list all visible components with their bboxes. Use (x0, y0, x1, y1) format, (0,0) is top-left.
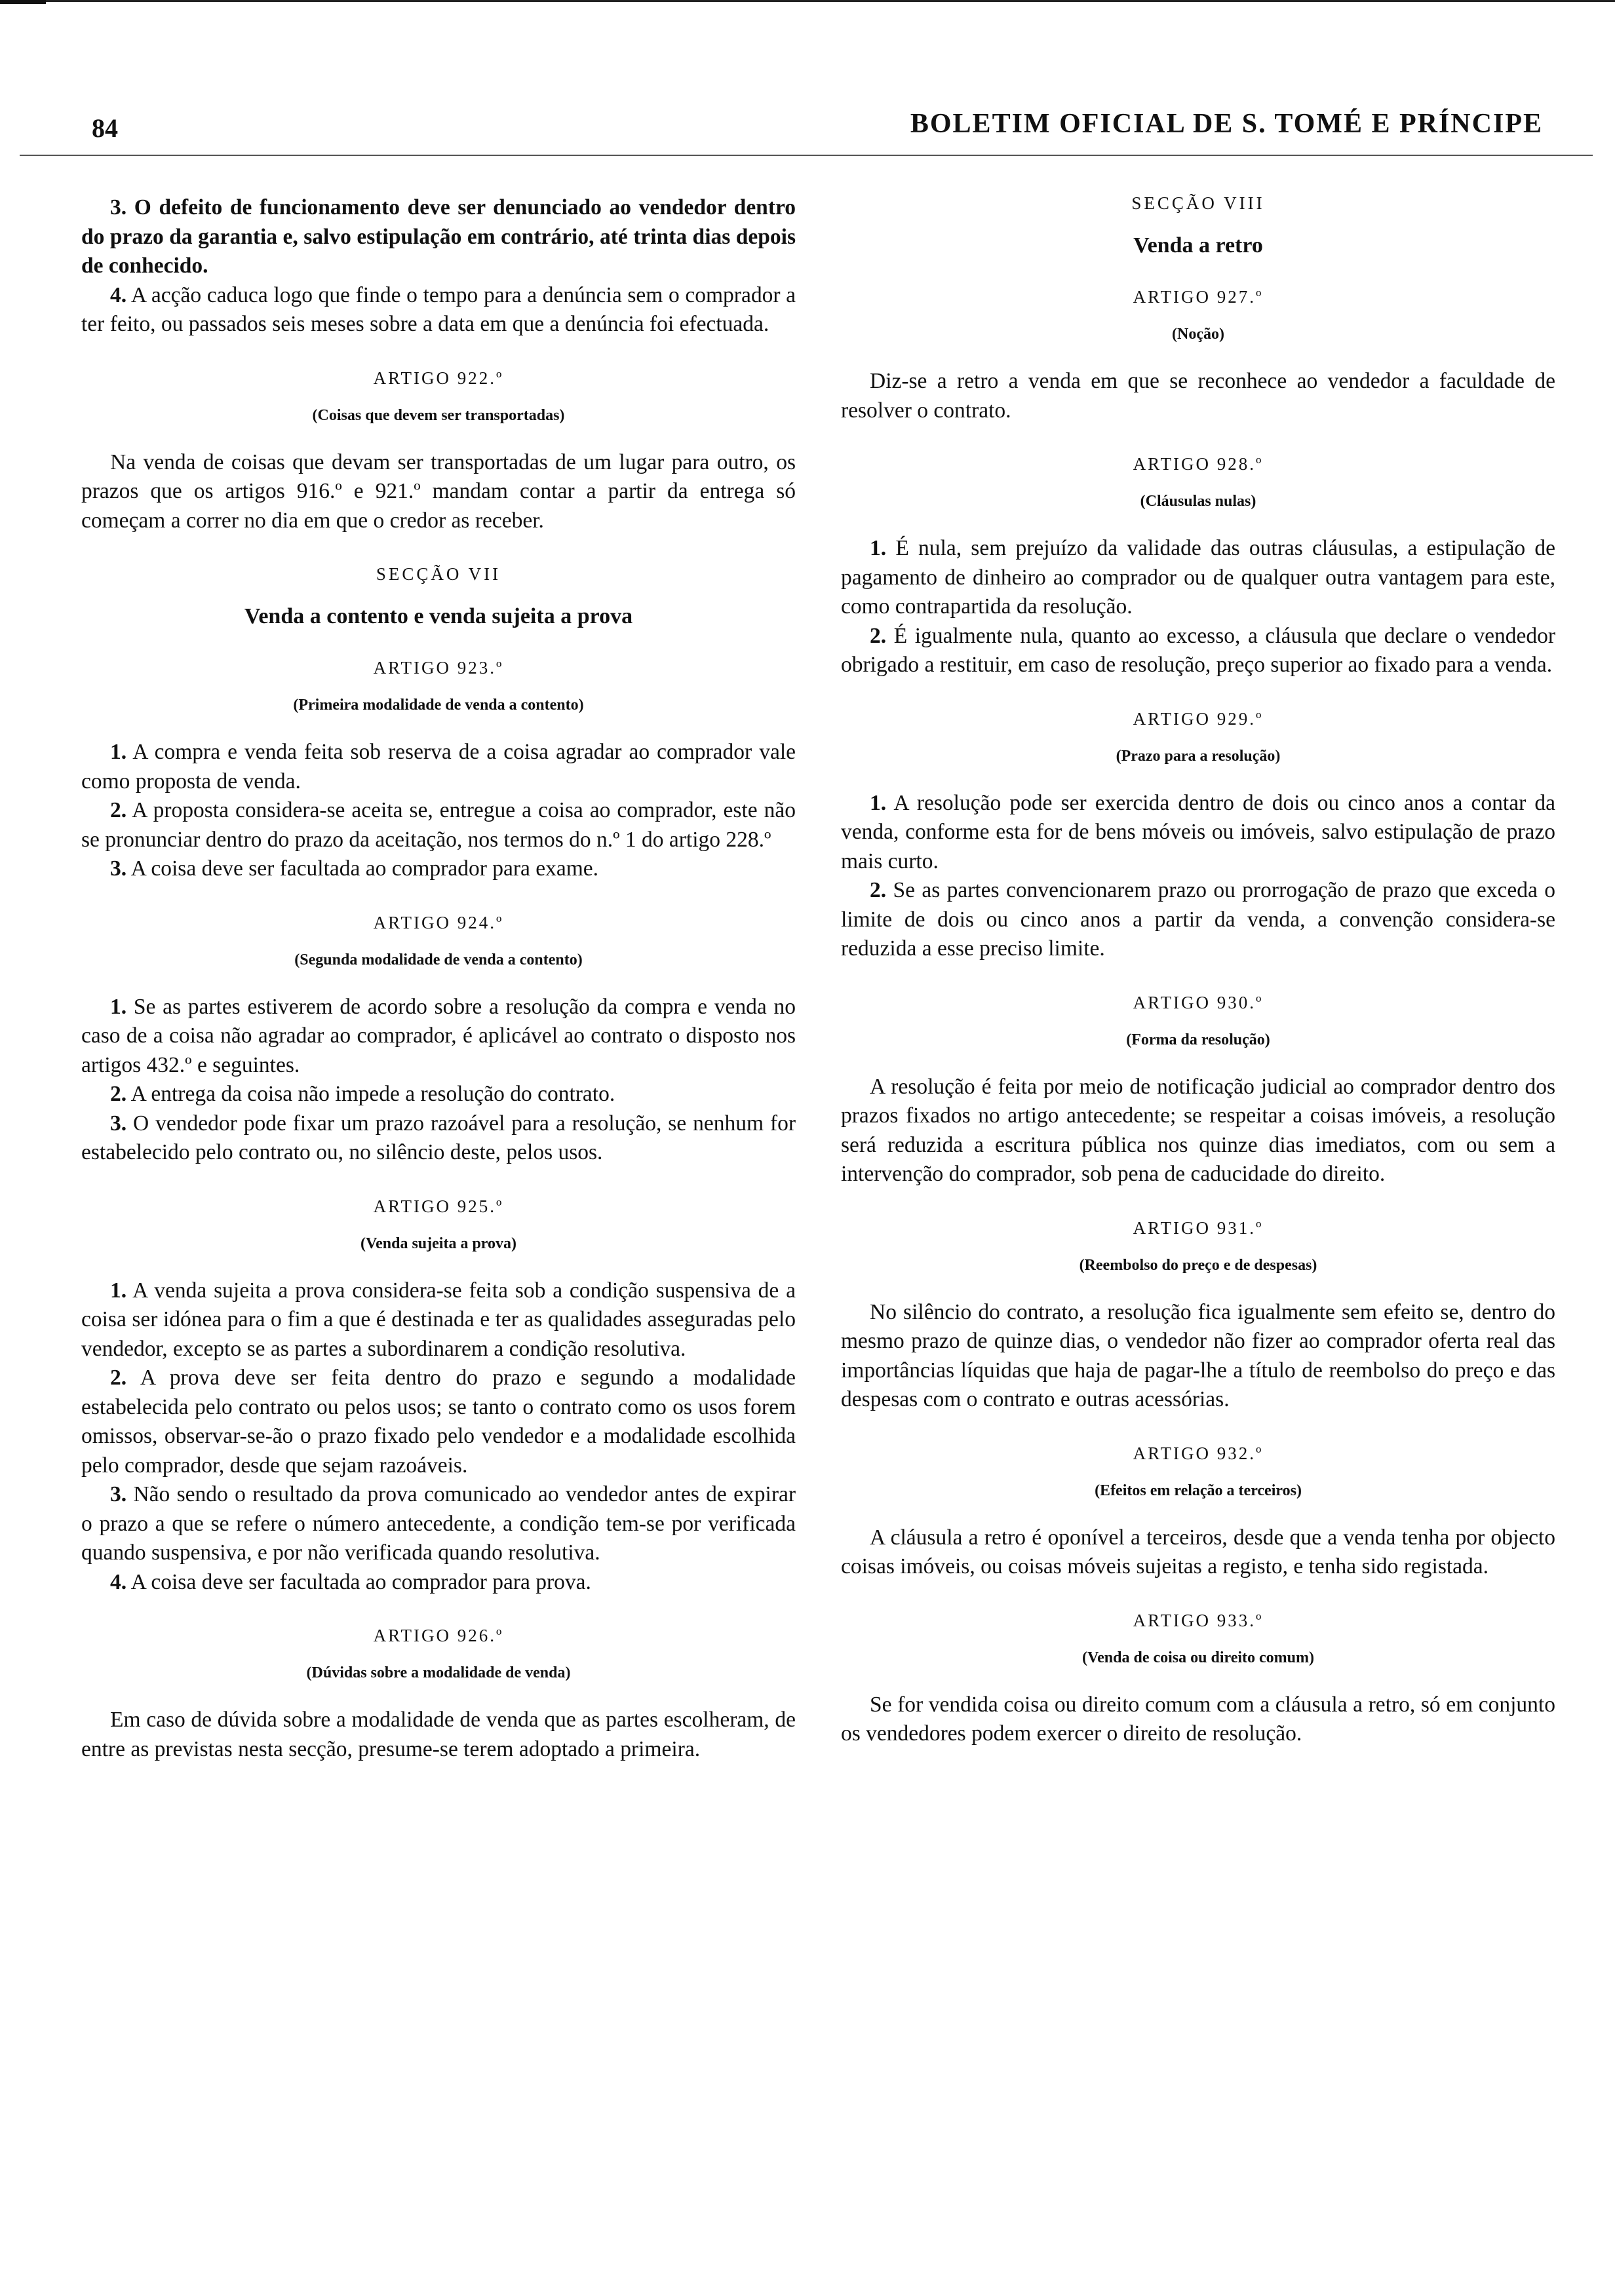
article-title: ARTIGO 924.º (373, 912, 504, 932)
paragraph: No silêncio do contrato, a resolução fica igualmente sem efeito se, dentro do mesmo prazo de quinze dias, o vendedor não fizer ao comprador oferta real das importâncias líquidas que haja de pagar-lhe a título de reembolso do preço e das despesas com o contrato e outras acessórias. (841, 1299, 1555, 1411)
paragraph: 3. O vendedor pode fixar um prazo razoável para a resolução, se nenhum for estabelecido pelo contrato ou, no silêncio deste, pelos usos. (81, 1111, 796, 1164)
section-8-heading (841, 193, 1555, 258)
paragraph: 1. A resolução pode ser exercida dentro de dois ou cinco anos a contar da venda, conforme esta for de bens móveis ou imóveis, salvo estipulação de prazo mais curto. (841, 790, 1555, 873)
section-title: SECÇÃO VII (376, 564, 501, 584)
article-title: ARTIGO 928.º (1133, 454, 1264, 474)
article-929 (841, 709, 1555, 964)
article-title: ARTIGO 925.º (373, 1196, 504, 1216)
article-subtitle: (Noção) (1172, 326, 1224, 343)
section-title: SECÇÃO VIII (1131, 193, 1265, 213)
article-subtitle: (Venda sujeita a prova) (360, 1234, 517, 1252)
article-927 (841, 287, 1555, 425)
paragraph: 4. A coisa deve ser facultada ao comprador para prova. (110, 1569, 591, 1594)
header-divider (20, 155, 1593, 156)
paragraph: Se for vendida coisa ou direito comum com a cláusula a retro, só em conjunto os vendedores podem exercer o direito de resolução. (841, 1692, 1555, 1746)
article-subtitle: (Coisas que devem ser transportadas) (312, 406, 565, 424)
paragraph: 1. Se as partes estiverem de acordo sobre a resolução da compra e venda no caso de a coisa não agradar ao comprador, é aplicável ao contrato o disposto nos artigos 432.º e seguintes. (81, 994, 796, 1077)
left-column (81, 193, 796, 1764)
article-title: ARTIGO 926.º (373, 1626, 504, 1645)
section-subtitle: Venda a retro (1133, 233, 1263, 258)
paragraph: Em caso de dúvida sobre a modalidade de venda que as partes escolheram, de entre as previstas nesta secção, presume-se terem adoptado a primeira. (81, 1708, 796, 1761)
paragraph: 1. É nula, sem prejuízo da validade das outras cláusulas, a estipulação de pagamento de dinheiro ao comprador ou de qualquer outra vantagem para este, como contrapartida da resolução. (841, 536, 1555, 619)
article-subtitle: (Venda de coisa ou direito comum) (1082, 1649, 1314, 1666)
article-title: ARTIGO 931.º (1133, 1217, 1264, 1238)
article-924 (81, 913, 796, 1168)
article-title: ARTIGO 923.º (373, 658, 504, 678)
article-926 (81, 1626, 796, 1764)
journal-title: BOLETIM OFICIAL DE S. TOMÉ E PRÍNCIPE (910, 109, 1543, 139)
section-subtitle: Venda a contento e venda sujeita a prova (244, 604, 633, 628)
article-928 (841, 454, 1555, 680)
paragraph: 3. O defeito de funcionamento deve ser denunciado ao vendedor dentro do prazo da garantia e, salvo estipulação em contrário, até trinta dias depois de conhecido. (81, 195, 796, 278)
paragraph: A resolução é feita por meio de notificação judicial ao comprador dentro dos prazos fixados no artigo antecedente; se respeitar a coisas imóveis, a resolução será reduzida a escritura pública nos quinze dias imediatos, com ou sem a intervenção do comprador, sob pena de caducidade do direito. (841, 1074, 1555, 1186)
article-title: ARTIGO 930.º (1133, 992, 1264, 1012)
paragraph: 2. É igualmente nula, quanto ao excesso, a cláusula que declare o vendedor obrigado a restituir, em caso de resolução, preço superior ao fixado para a venda. (841, 623, 1555, 677)
paragraph: 3. Não sendo o resultado da prova comunicado ao vendedor antes de expirar o prazo a que se refere o número antecedente, a condição tem-se por verificada quando suspensiva, e por não verificada quando resolutiva. (81, 1482, 796, 1565)
article-subtitle: (Segunda modalidade de venda a contento) (294, 951, 583, 968)
article-925 (81, 1196, 796, 1598)
paragraph: A cláusula a retro é oponível a terceiros, desde que a venda tenha por objecto coisas imóveis, ou coisas móveis sujeitas a registo, e tenha sido registada. (841, 1525, 1555, 1578)
article-subtitle: (Primeira modalidade de venda a contento) (293, 697, 584, 714)
paragraph: Na venda de coisas que devam ser transportadas de um lugar para outro, os prazos que os artigos 916.º e 921.º mandam contar a partir da entrega só começam a correr no dia em que o credor as receber. (81, 450, 796, 533)
right-column (841, 193, 1555, 1749)
article-title: ARTIGO 927.º (1133, 287, 1264, 307)
paragraph: 2. A entrega da coisa não impede a resolução do contrato. (110, 1082, 615, 1106)
paragraph: 3. A coisa deve ser facultada ao comprador para exame. (110, 856, 599, 881)
paragraph: 1. A venda sujeita a prova considera-se feita sob a condição suspensiva de a coisa ser idónea para o fim a que é destinada e ter as qualidades asseguradas pelo vendedor, excepto se as partes a subordinarem a condição resolutiva. (81, 1278, 796, 1361)
article-subtitle: (Prazo para a resolução) (1116, 747, 1281, 765)
paragraph: 2. A prova deve ser feita dentro do prazo e segundo a modalidade estabelecida pelo contrato ou pelos usos; se tanto o contrato como os usos forem omissos, observar-se-ão o prazo fixado pelo vendedor e a modalidade escolhida pelo comprador, desde que sejam razoáveis. (81, 1366, 796, 1478)
article-933 (841, 1611, 1555, 1749)
page-number: 84 (92, 113, 118, 143)
paragraph: Diz-se a retro a venda em que se reconhece ao vendedor a faculdade de resolver o contrato. (841, 369, 1555, 423)
article-931 (841, 1218, 1555, 1415)
article-930 (841, 993, 1555, 1189)
article-title: ARTIGO 933.º (1133, 1610, 1264, 1630)
paragraph: 4. A acção caduca logo que finde o tempo para a denúncia sem o comprador a ter feito, ou passados seis meses sobre a data em que a denúncia foi efectuada. (81, 282, 796, 336)
intro-paragraphs (81, 193, 796, 339)
article-title: ARTIGO 922.º (373, 368, 504, 388)
article-title: ARTIGO 932.º (1133, 1443, 1264, 1463)
article-subtitle: (Efeitos em relação a terceiros) (1095, 1482, 1302, 1499)
paragraph: 2. Se as partes convencionarem prazo ou prorrogação de prazo que exceda o limite de dois ou cinco anos a partir da venda, a convenção considera-se reduzida a esse preciso limite. (841, 878, 1555, 961)
article-subtitle: (Cláusulas nulas) (1140, 493, 1256, 510)
paragraph: 1. A compra e venda feita sob reserva de a coisa agradar ao comprador vale como proposta de venda. (81, 740, 796, 794)
page-header (0, 0, 1615, 157)
article-923 (81, 658, 796, 884)
section-7-heading (81, 564, 796, 629)
article-title: ARTIGO 929.º (1133, 708, 1264, 729)
article-subtitle: (Forma da resolução) (1126, 1031, 1270, 1048)
article-922 (81, 368, 796, 536)
article-subtitle: (Dúvidas sobre a modalidade de venda) (306, 1664, 571, 1681)
article-subtitle: (Reembolso do preço e de despesas) (1079, 1256, 1317, 1274)
article-932 (841, 1444, 1555, 1582)
paragraph: 2. A proposta considera-se aceita se, entregue a coisa ao comprador, este não se pronunciar dentro do prazo da aceitação, nos termos do n.º 1 do artigo 228.º (81, 798, 796, 852)
